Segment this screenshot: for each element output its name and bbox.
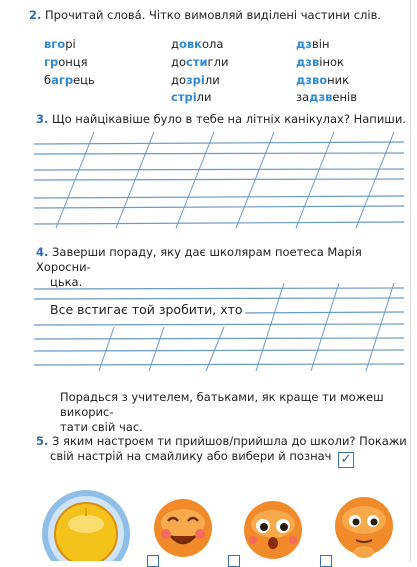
word-item: дзвін [296, 37, 330, 51]
word-item: дозріли [171, 73, 220, 87]
writing-lines [34, 142, 404, 224]
task3-number: 3. [36, 112, 49, 126]
task4-number: 4. [36, 245, 49, 259]
word-item: довкола [171, 37, 224, 51]
checkbox-example: ✓ [338, 452, 354, 468]
word-item: достигли [171, 55, 229, 69]
word-item: багрець [44, 73, 95, 87]
thoughtful-face-icon[interactable] [335, 497, 393, 558]
word-item: стріли [171, 90, 212, 104]
task4-phrase: Все встигає той зробити, хто [50, 302, 243, 317]
mood-checkbox-thoughtful[interactable] [320, 555, 332, 567]
word-item: задзвенів [296, 90, 357, 104]
task3-writing-area[interactable] [34, 132, 404, 232]
mood-checkbox-happy[interactable] [147, 555, 159, 567]
task4-writing-area[interactable] [34, 283, 404, 375]
word-item: дзвоник [296, 73, 350, 87]
task4-prompt-line1: Заверши пораду, яку дає школярам поетеса Марія Хоросни- [36, 245, 362, 274]
task3-heading [36, 112, 406, 127]
happy-face-icon[interactable] [154, 499, 212, 557]
task4-prompt-line2: цька. [50, 275, 83, 289]
slant-lines [99, 283, 394, 371]
task5-prompt-line1: З яким настроєм ти прийшов/прийшла до школи? Покажи [52, 434, 407, 448]
task5-number: 5. [36, 434, 49, 448]
task2-heading [29, 8, 381, 23]
writing-lines [34, 288, 404, 365]
mood-faces [38, 488, 408, 561]
word-item: гронця [44, 55, 88, 69]
task4-advice-line1: Порадься з учителем, батьками, як краще ти можеш викорис- [60, 390, 384, 419]
task4-advice [60, 390, 410, 435]
word-item: вгорі [44, 37, 76, 51]
task5-prompt-line2: свій настрій на смайлику або вибери й познач [50, 449, 332, 463]
task2-number: 2. [29, 8, 42, 22]
mood-checkbox-surprised[interactable] [228, 555, 240, 567]
page-edge [410, 0, 417, 561]
surprised-face-icon[interactable] [244, 501, 302, 559]
task3-prompt: Що найцікавіше було в тебе на літніх канікулах? Напиши. [52, 112, 406, 126]
word-item: дзвінок [296, 55, 344, 69]
neutral-face-icon[interactable] [42, 490, 130, 561]
task4-advice-line2: тати свій час. [60, 420, 143, 434]
task2-prompt: Прочитай слова́. Чітко вимовляй виділені частини слів. [45, 8, 382, 22]
task5-heading [36, 434, 408, 465]
